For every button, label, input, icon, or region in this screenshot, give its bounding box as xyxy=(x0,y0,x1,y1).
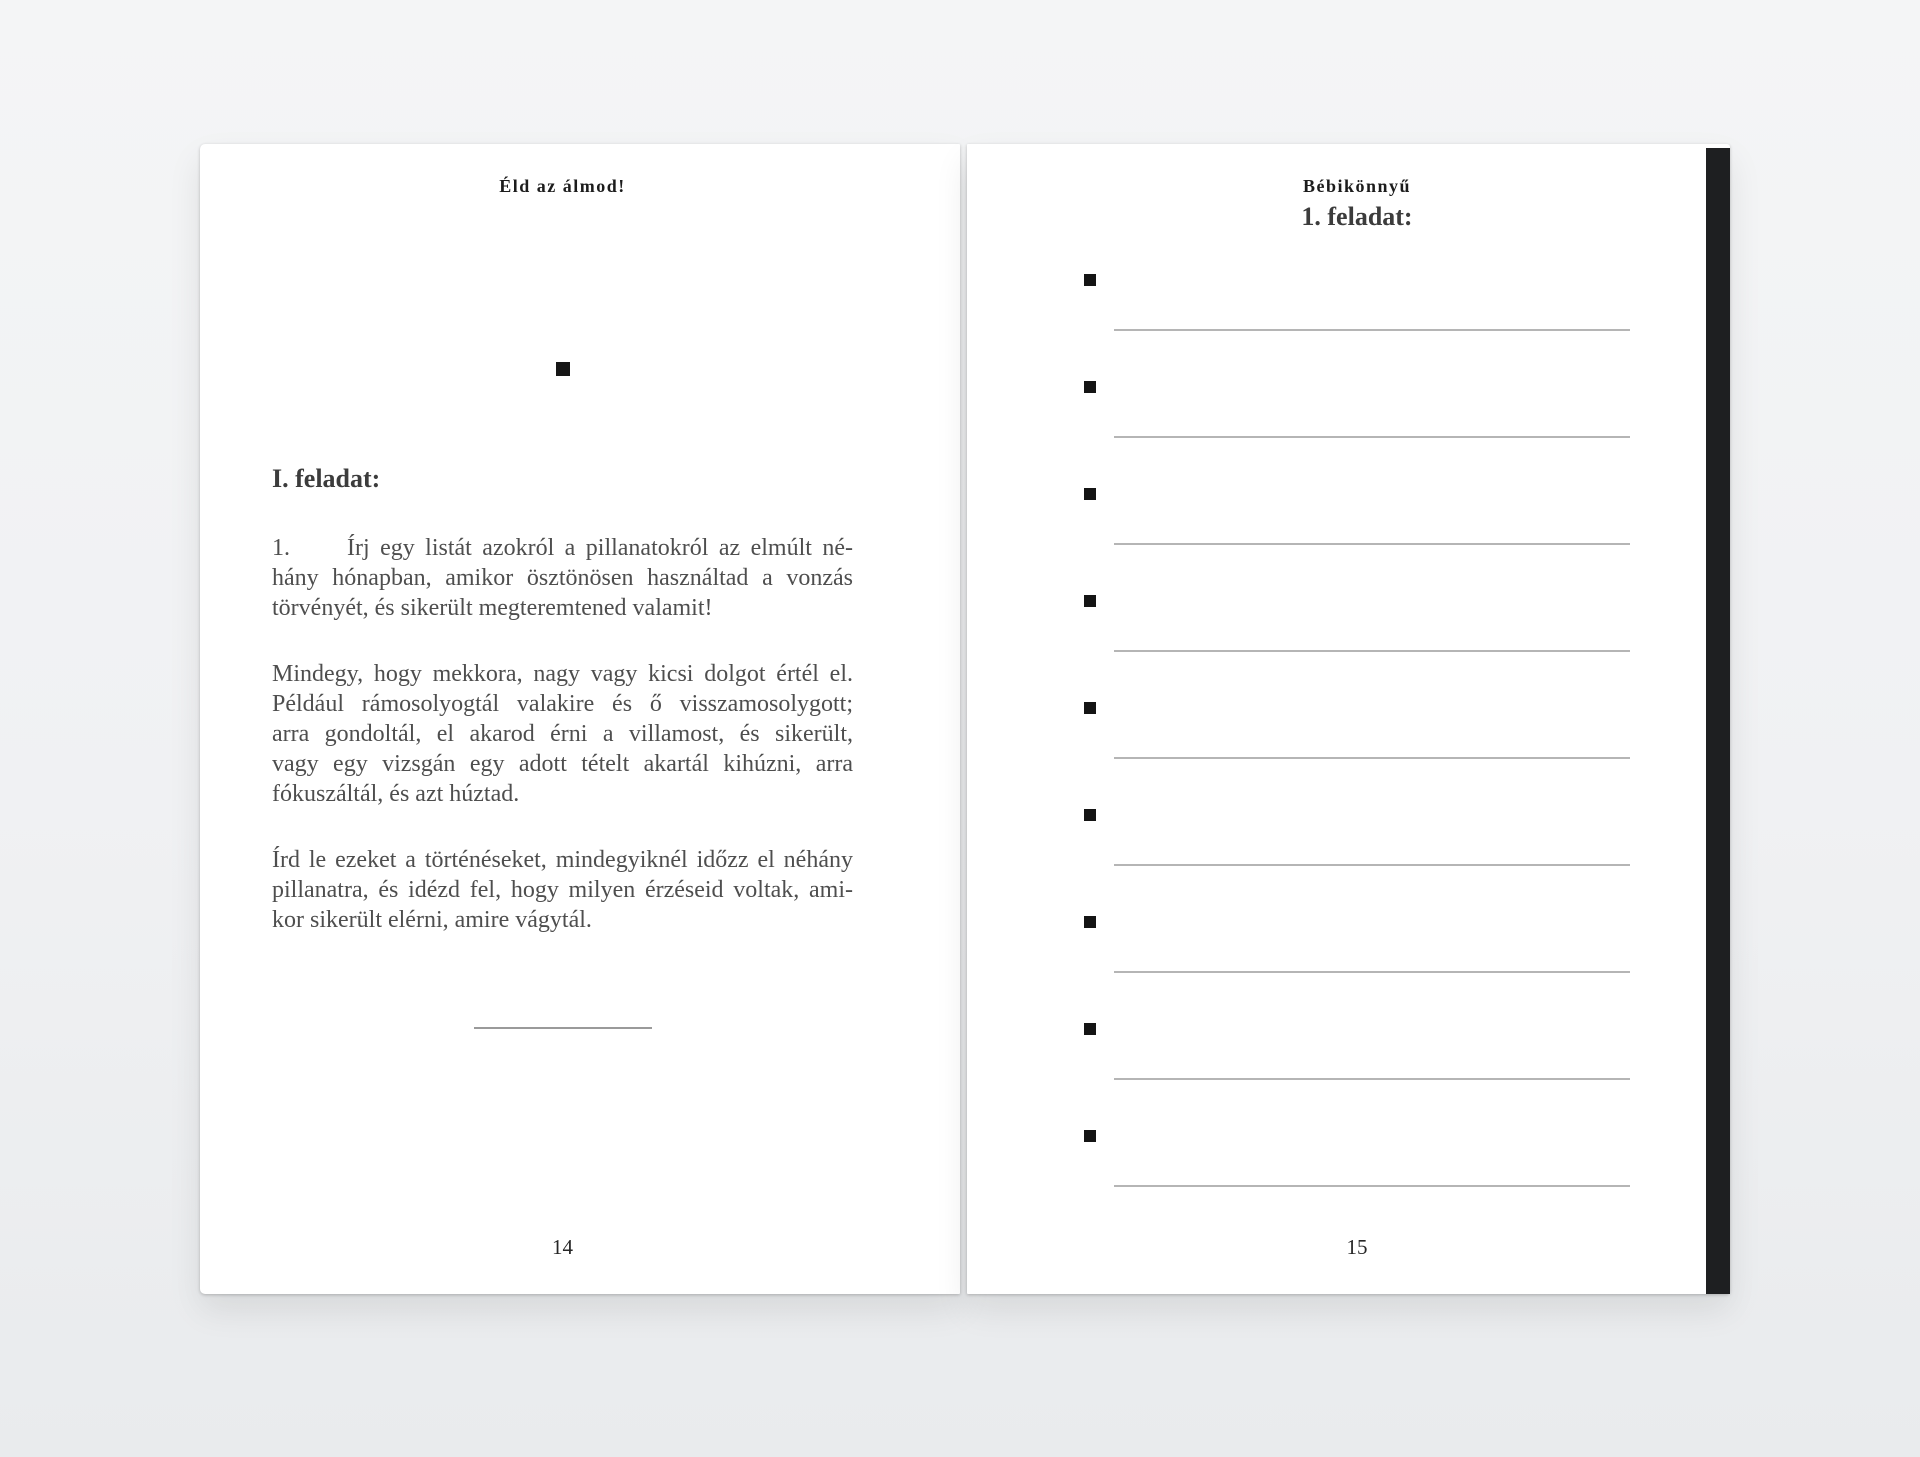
left-page-content xyxy=(200,175,960,1029)
list-item xyxy=(967,488,1730,595)
bullet-square-icon xyxy=(1084,274,1096,286)
bullet-square-icon xyxy=(1084,809,1096,821)
left-page xyxy=(200,144,960,1294)
body-line: fókuszáltál, és azt húztad. xyxy=(272,781,520,807)
list-item xyxy=(967,1130,1730,1237)
body-line xyxy=(272,533,853,563)
writing-line xyxy=(1114,543,1630,545)
body-line: hány hónapban, amikor ösztönösen használtad a vonzás xyxy=(272,565,853,591)
paragraph-1 xyxy=(272,533,853,623)
writing-line xyxy=(1114,1078,1630,1080)
list-item xyxy=(967,702,1730,809)
answer-list xyxy=(967,274,1730,1237)
list-number: 1. xyxy=(272,535,290,561)
ornament-square-icon xyxy=(556,362,570,376)
paragraph-2 xyxy=(272,659,853,809)
bullet-square-icon xyxy=(1084,702,1096,714)
paragraph-3 xyxy=(272,845,853,935)
body-line: kor sikerült elérni, amire vágytál. xyxy=(272,907,592,933)
right-page xyxy=(967,144,1730,1294)
body-line-text: Írj egy listát azokról a pillanatokról az elmúlt né- xyxy=(347,535,853,561)
section-divider xyxy=(474,1027,652,1029)
bullet-square-icon xyxy=(1084,1130,1096,1142)
running-head: Éld az álmod! xyxy=(499,176,626,196)
bullet-square-icon xyxy=(1084,488,1096,500)
list-item xyxy=(967,1023,1730,1130)
bullet-square-icon xyxy=(1084,595,1096,607)
bullet-square-icon xyxy=(1084,916,1096,928)
body-line: Például rámosolyogtál valakire és ő visszamosolygott; xyxy=(272,691,853,717)
cover-edge-strip xyxy=(1706,148,1730,1294)
body-line: vagy egy vizsgán egy adott tételt akartál kihúzni, arra xyxy=(272,751,853,777)
body-line: törvényét, és sikerült megteremtened valamit! xyxy=(272,595,713,621)
writing-line xyxy=(1114,757,1630,759)
writing-line xyxy=(1114,329,1630,331)
writing-line xyxy=(1114,650,1630,652)
writing-line xyxy=(1114,864,1630,866)
writing-line xyxy=(1114,436,1630,438)
bullet-square-icon xyxy=(1084,381,1096,393)
list-item xyxy=(967,595,1730,702)
body-line: arra gondoltál, el akarod érni a villamost, és sikerült, xyxy=(272,721,853,747)
body-line: Írd le ezeket a történéseket, mindegyiknél időzz el néhány xyxy=(272,847,853,873)
list-item xyxy=(967,809,1730,916)
task-heading: I. feladat: xyxy=(272,464,381,493)
list-item xyxy=(967,381,1730,488)
page-number: 14 xyxy=(552,1235,573,1259)
list-item xyxy=(967,274,1730,381)
task-heading: 1. feladat: xyxy=(1301,202,1413,231)
body-line: Mindegy, hogy mekkora, nagy vagy kicsi dolgot értél el. xyxy=(272,661,853,687)
running-head: Bébikönnyű xyxy=(1302,176,1412,196)
writing-line xyxy=(1114,971,1630,973)
page-number: 15 xyxy=(1346,1235,1368,1259)
bullet-square-icon xyxy=(1084,1023,1096,1035)
body-line: pillanatra, és idézd fel, hogy milyen érzéseid voltak, ami- xyxy=(272,877,853,903)
writing-line xyxy=(1114,1185,1630,1187)
list-item xyxy=(967,916,1730,1023)
